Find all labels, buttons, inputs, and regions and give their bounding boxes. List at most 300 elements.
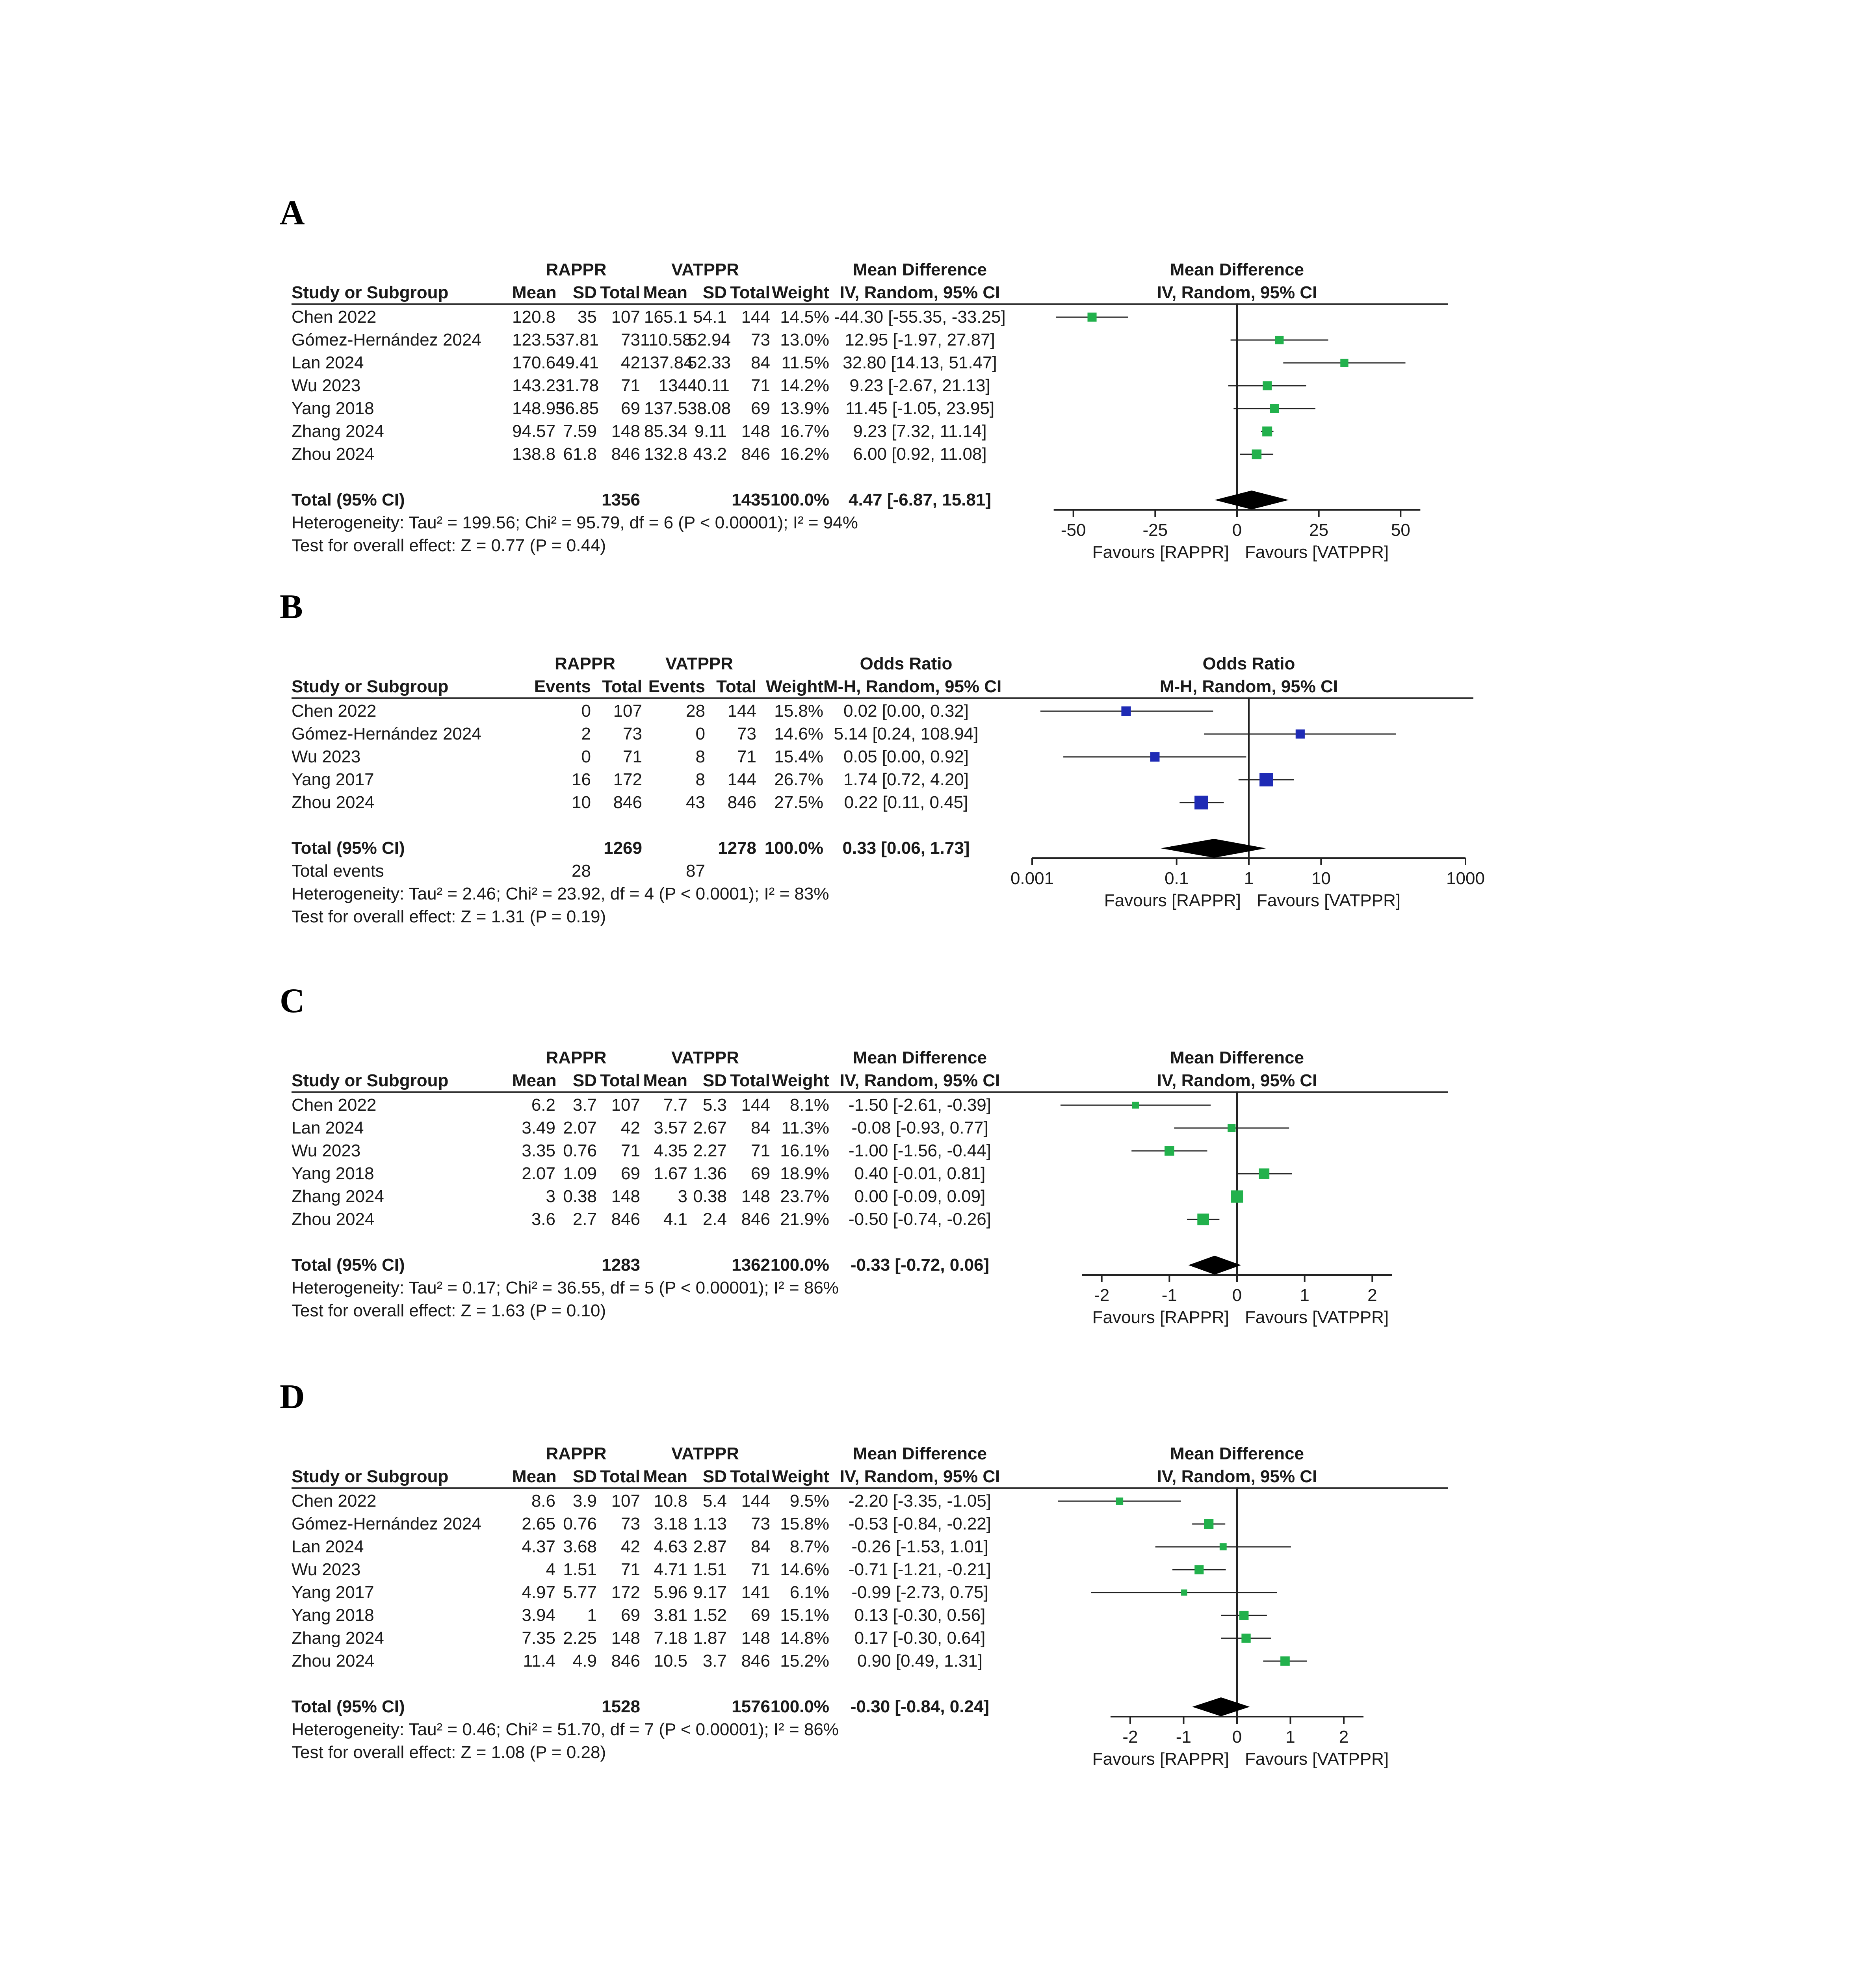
- col-header: Mean: [512, 1467, 557, 1486]
- group1-value: 148: [611, 1187, 640, 1206]
- study-name: Zhou 2024: [292, 793, 375, 812]
- study-name: Wu 2023: [292, 1141, 361, 1160]
- group1-value: 42: [621, 353, 640, 372]
- group1-value: 0.38: [563, 1187, 597, 1206]
- x-axis-tick-label: 0: [1232, 1286, 1242, 1305]
- study-point-estimate: [1231, 1190, 1243, 1202]
- plot-measure-header: Odds Ratio: [1202, 654, 1295, 673]
- group2-value: 10.8: [654, 1491, 687, 1511]
- study-ci: 0.13 [-0.30, 0.56]: [854, 1606, 986, 1625]
- group1-value: 107: [613, 701, 642, 721]
- group2-value: 2.87: [693, 1537, 727, 1556]
- study-weight: 21.9%: [780, 1210, 829, 1229]
- group2-value: 148: [741, 1628, 770, 1648]
- plot-method-header: IV, Random, 95% CI: [1157, 1071, 1317, 1090]
- heterogeneity-text: Heterogeneity: Tau² = 2.46; Chi² = 23.92, df = 4 (P < 0.0001); I² = 83%: [292, 884, 829, 903]
- study-ci: 5.14 [0.24, 108.94]: [834, 724, 979, 743]
- group1-header: RAPPR: [554, 654, 616, 673]
- group2-value: 0: [695, 724, 705, 743]
- group1-value: 148: [611, 422, 640, 441]
- group1-value: 3.35: [522, 1141, 555, 1160]
- total-weight: 100.0%: [770, 1255, 829, 1275]
- group1-value: 148.95: [512, 399, 565, 418]
- x-axis-tick-label: 1000: [1446, 869, 1485, 888]
- study-weight: 8.7%: [789, 1537, 829, 1556]
- study-point-estimate: [1252, 450, 1262, 459]
- study-ci: 0.17 [-0.30, 0.64]: [854, 1628, 986, 1648]
- study-ci: 9.23 [-2.67, 21.13]: [849, 376, 990, 395]
- heterogeneity-text: Heterogeneity: Tau² = 199.56; Chi² = 95.79, df = 6 (P < 0.00001); I² = 94%: [292, 513, 858, 532]
- study-name: Zhang 2024: [292, 422, 384, 441]
- group1-header: RAPPR: [546, 1048, 607, 1067]
- group1-value: 143.23: [512, 376, 565, 395]
- group1-value: 42: [621, 1537, 640, 1556]
- group1-value: 846: [613, 793, 642, 812]
- plot-method-header: M-H, Random, 95% CI: [1159, 677, 1338, 696]
- study-weight: 27.5%: [774, 793, 823, 812]
- study-point-estimate: [1204, 1519, 1213, 1529]
- study-point-estimate: [1275, 336, 1284, 344]
- total-events-group2: 87: [686, 861, 705, 881]
- study-ci: 11.45 [-1.05, 23.95]: [845, 399, 995, 418]
- col-header: Mean: [512, 283, 557, 302]
- study-name: Wu 2023: [292, 1560, 361, 1579]
- study-point-estimate: [1116, 1498, 1124, 1505]
- col-header: Mean: [643, 1467, 687, 1486]
- group2-value: 2.27: [693, 1141, 727, 1160]
- measure-header: Mean Difference: [853, 1444, 987, 1463]
- group1-value: 4: [546, 1560, 555, 1579]
- group2-value: 846: [741, 1210, 770, 1229]
- study-weight: 16.2%: [780, 444, 829, 464]
- study-weight: 6.1%: [789, 1583, 829, 1602]
- group1-value: 3.7: [572, 1095, 597, 1115]
- group2-value: 9.11: [694, 422, 727, 441]
- study-weight: 11.3%: [781, 1118, 829, 1137]
- total-label: Total (95% CI): [292, 1255, 405, 1275]
- total-n-group2: 1576: [732, 1697, 770, 1716]
- total-n-group2: 1362: [732, 1255, 770, 1275]
- group2-value: 84: [751, 1118, 770, 1137]
- group1-value: 2.07: [563, 1118, 597, 1137]
- study-ci: 0.05 [0.00, 0.92]: [843, 747, 969, 766]
- col-header: Total: [730, 283, 770, 302]
- study-ci: 0.02 [0.00, 0.32]: [843, 701, 969, 721]
- col-header-study: Study or Subgroup: [292, 1467, 449, 1486]
- study-ci: -0.99 [-2.73, 0.75]: [851, 1583, 988, 1602]
- group1-header: RAPPR: [546, 260, 607, 279]
- study-ci: 9.23 [7.32, 11.14]: [853, 422, 987, 441]
- group2-value: 134: [658, 376, 687, 395]
- group1-value: 31.78: [555, 376, 599, 395]
- study-weight: 14.6%: [780, 1560, 829, 1579]
- group1-value: 4.97: [522, 1583, 555, 1602]
- group2-value: 10.5: [654, 1651, 687, 1671]
- group1-value: 36.85: [555, 399, 599, 418]
- group2-value: 69: [751, 1164, 770, 1183]
- group2-value: 5.4: [702, 1491, 727, 1511]
- study-point-estimate: [1121, 706, 1131, 716]
- x-axis-tick-label: 0.1: [1165, 869, 1189, 888]
- group2-value: 71: [751, 1141, 770, 1160]
- group1-value: 11.4: [523, 1651, 555, 1671]
- total-n-group1: 1269: [604, 838, 642, 858]
- group2-value: 9.17: [693, 1583, 727, 1602]
- group1-value: 69: [621, 1606, 640, 1625]
- study-point-estimate: [1280, 1656, 1290, 1666]
- total-label: Total (95% CI): [292, 1697, 405, 1716]
- col-header: Total: [716, 677, 756, 696]
- group2-value: 38.08: [687, 399, 731, 418]
- group2-header: VATPPR: [665, 654, 733, 673]
- group1-value: 73: [623, 724, 642, 743]
- study-point-estimate: [1239, 1611, 1249, 1620]
- group2-value: 84: [751, 1537, 770, 1556]
- x-axis-tick-label: 0.001: [1010, 869, 1054, 888]
- col-header: SD: [702, 283, 727, 302]
- group1-value: 71: [621, 1560, 640, 1579]
- study-ci: 32.80 [14.13, 51.47]: [843, 353, 997, 372]
- study-ci: -0.71 [-1.21, -0.21]: [849, 1560, 991, 1579]
- total-n-group1: 1356: [602, 490, 640, 509]
- study-name: Gómez-Hernández 2024: [292, 330, 481, 349]
- group1-value: 94.57: [512, 422, 556, 441]
- group1-value: 4.9: [572, 1651, 597, 1671]
- study-ci: -44.30 [-55.35, -33.25]: [834, 307, 1006, 327]
- group2-value: 165.1: [644, 307, 687, 327]
- study-point-estimate: [1340, 359, 1348, 367]
- favours-right-label: Favours [VATPPR]: [1257, 891, 1401, 910]
- study-weight: 13.0%: [780, 330, 829, 349]
- forest-panel-d: [280, 1378, 1603, 1783]
- group2-value: 52.33: [687, 353, 731, 372]
- heterogeneity-text: Heterogeneity: Tau² = 0.46; Chi² = 51.70, df = 7 (P < 0.00001); I² = 86%: [292, 1720, 839, 1739]
- group1-value: 61.8: [563, 444, 597, 464]
- group1-value: 846: [611, 1210, 640, 1229]
- study-weight: 15.4%: [774, 747, 823, 766]
- x-axis-tick-label: 50: [1391, 520, 1410, 540]
- forest-panel-a: [280, 194, 1603, 599]
- group1-value: 123.53: [512, 330, 565, 349]
- group2-value: 54.1: [693, 307, 727, 327]
- group1-value: 107: [611, 1095, 640, 1115]
- total-weight: 100.0%: [770, 490, 829, 509]
- total-events-label: Total events: [292, 861, 384, 881]
- col-header: SD: [702, 1467, 727, 1486]
- x-axis-tick-label: 1: [1244, 869, 1254, 888]
- col-header-study: Study or Subgroup: [292, 677, 449, 696]
- col-header: Mean: [643, 1071, 687, 1090]
- study-ci: 0.90 [0.49, 1.31]: [857, 1651, 983, 1671]
- study-ci: 1.74 [0.72, 4.20]: [843, 770, 969, 789]
- group2-value: 69: [751, 1606, 770, 1625]
- col-header: SD: [702, 1071, 727, 1090]
- study-weight: 11.5%: [781, 353, 829, 372]
- study-weight: 26.7%: [774, 770, 823, 789]
- study-name: Lan 2024: [292, 1537, 364, 1556]
- forest-plot-area: [1034, 303, 1440, 577]
- study-weight: 14.2%: [780, 376, 829, 395]
- group1-value: 846: [611, 444, 640, 464]
- col-header: Weight: [772, 1071, 829, 1090]
- study-name: Zhou 2024: [292, 1651, 375, 1671]
- group1-value: 846: [611, 1651, 640, 1671]
- group1-value: 69: [621, 399, 640, 418]
- x-axis-tick-label: 25: [1309, 520, 1329, 540]
- group2-value: 141: [741, 1583, 770, 1602]
- study-weight: 15.8%: [774, 701, 823, 721]
- group2-value: 71: [751, 1560, 770, 1579]
- col-header: Events: [648, 677, 705, 696]
- group1-value: 3.68: [563, 1537, 597, 1556]
- group2-value: 5.3: [702, 1095, 727, 1115]
- overall-effect-text: Test for overall effect: Z = 0.77 (P = 0.44): [292, 536, 606, 555]
- group2-value: 3.81: [654, 1606, 687, 1625]
- x-axis-tick-label: -25: [1142, 520, 1168, 540]
- study-name: Lan 2024: [292, 353, 364, 372]
- plot-measure-header: Mean Difference: [1170, 260, 1304, 279]
- x-axis-tick-label: -50: [1061, 520, 1086, 540]
- study-weight: 15.8%: [780, 1514, 829, 1533]
- total-ci: -0.33 [-0.72, 0.06]: [850, 1255, 990, 1275]
- group1-value: 148: [611, 1628, 640, 1648]
- group2-value: 8: [695, 747, 705, 766]
- pooled-effect-diamond: [1188, 1256, 1241, 1275]
- group1-value: 107: [611, 1491, 640, 1511]
- group2-value: 1.67: [654, 1164, 687, 1183]
- group1-value: 170.64: [512, 353, 565, 372]
- study-point-estimate: [1263, 381, 1272, 390]
- group1-value: 0.76: [563, 1141, 597, 1160]
- group2-value: 28: [686, 701, 705, 721]
- study-point-estimate: [1262, 426, 1272, 436]
- group2-value: 846: [741, 444, 770, 464]
- study-point-estimate: [1197, 1214, 1209, 1225]
- group1-value: 138.8: [512, 444, 556, 464]
- study-point-estimate: [1194, 796, 1208, 810]
- x-axis-tick-label: 1: [1285, 1727, 1295, 1747]
- study-name: Chen 2022: [292, 1095, 377, 1115]
- study-point-estimate: [1181, 1589, 1187, 1595]
- group1-value: 35: [578, 307, 597, 327]
- group1-value: 10: [572, 793, 591, 812]
- group1-value: 172: [613, 770, 642, 789]
- study-name: Wu 2023: [292, 376, 361, 395]
- group1-value: 3.49: [522, 1118, 555, 1137]
- study-name: Lan 2024: [292, 1118, 364, 1137]
- favours-left-label: Favours [RAPPR]: [1092, 1308, 1229, 1327]
- study-ci: -1.00 [-1.56, -0.44]: [849, 1141, 991, 1160]
- study-name: Gómez-Hernández 2024: [292, 724, 481, 743]
- group2-value: 110.58: [640, 330, 692, 349]
- study-name: Yang 2017: [292, 770, 374, 789]
- group2-value: 69: [751, 399, 770, 418]
- favours-left-label: Favours [RAPPR]: [1104, 891, 1241, 910]
- study-weight: 13.9%: [780, 399, 829, 418]
- col-header: SD: [572, 1071, 597, 1090]
- group2-value: 144: [741, 1491, 770, 1511]
- study-ci: 12.95 [-1.97, 27.87]: [845, 330, 995, 349]
- x-axis-tick-label: 2: [1367, 1286, 1377, 1305]
- group2-value: 1.87: [693, 1628, 727, 1648]
- col-header: Weight: [772, 1467, 829, 1486]
- col-header: Total: [600, 1071, 640, 1090]
- group2-value: 1.36: [693, 1164, 727, 1183]
- group2-value: 73: [737, 724, 756, 743]
- group2-value: 148: [741, 422, 770, 441]
- col-header-study: Study or Subgroup: [292, 1071, 449, 1090]
- group2-value: 132.8: [644, 444, 687, 464]
- study-weight: 15.1%: [780, 1606, 829, 1625]
- col-header: Events: [534, 677, 591, 696]
- study-ci: -1.50 [-2.61, -0.39]: [849, 1095, 991, 1115]
- study-point-estimate: [1220, 1543, 1227, 1550]
- pooled-effect-diamond: [1192, 1697, 1250, 1716]
- group2-value: 148: [741, 1187, 770, 1206]
- panel-label: D: [280, 1378, 305, 1416]
- total-weight: 100.0%: [764, 838, 823, 858]
- panel-label: B: [280, 588, 303, 626]
- study-ci: 0.00 [-0.09, 0.09]: [854, 1187, 986, 1206]
- group2-value: 71: [737, 747, 756, 766]
- study-name: Yang 2018: [292, 399, 374, 418]
- panel-label: A: [280, 194, 305, 232]
- col-header: Total: [730, 1467, 770, 1486]
- group1-value: 16: [572, 770, 591, 789]
- group2-header: VATPPR: [671, 1048, 739, 1067]
- overall-effect-text: Test for overall effect: Z = 1.08 (P = 0.28): [292, 1743, 606, 1762]
- group1-value: 0.76: [563, 1514, 597, 1533]
- col-header-ci: IV, Random, 95% CI: [840, 1071, 1000, 1090]
- total-ci: 0.33 [0.06, 1.73]: [842, 838, 970, 858]
- forest-panel-b: [280, 588, 1603, 993]
- study-weight: 23.7%: [780, 1187, 829, 1206]
- favours-left-label: Favours [RAPPR]: [1092, 543, 1229, 562]
- measure-header: Odds Ratio: [860, 654, 953, 673]
- study-name: Wu 2023: [292, 747, 361, 766]
- group1-value: 69: [621, 1164, 640, 1183]
- study-point-estimate: [1259, 773, 1273, 786]
- total-ci: -0.30 [-0.84, 0.24]: [850, 1697, 990, 1716]
- study-point-estimate: [1270, 404, 1279, 413]
- group2-value: 85.34: [644, 422, 687, 441]
- total-ci: 4.47 [-6.87, 15.81]: [848, 490, 991, 509]
- group1-value: 2.65: [522, 1514, 555, 1533]
- group1-value: 172: [611, 1583, 640, 1602]
- total-label: Total (95% CI): [292, 490, 405, 509]
- study-ci: -0.53 [-0.84, -0.22]: [849, 1514, 991, 1533]
- group2-value: 84: [751, 353, 770, 372]
- x-axis-tick-label: -2: [1094, 1286, 1110, 1305]
- study-weight: 14.8%: [780, 1628, 829, 1648]
- x-axis-tick-label: 10: [1311, 869, 1331, 888]
- heterogeneity-text: Heterogeneity: Tau² = 0.17; Chi² = 36.55, df = 5 (P < 0.00001); I² = 86%: [292, 1278, 839, 1297]
- group1-value: 6.2: [531, 1095, 555, 1115]
- study-point-estimate: [1165, 1146, 1174, 1156]
- forest-plot-area: [1034, 1487, 1440, 1784]
- study-weight: 14.6%: [774, 724, 823, 743]
- group2-value: 8: [695, 770, 705, 789]
- group2-value: 137.5: [644, 399, 687, 418]
- measure-header: Mean Difference: [853, 260, 987, 279]
- study-weight: 14.5%: [780, 307, 829, 327]
- study-name: Zhang 2024: [292, 1187, 384, 1206]
- study-point-estimate: [1150, 752, 1160, 762]
- x-axis-tick-label: 1: [1300, 1286, 1309, 1305]
- pooled-effect-diamond: [1215, 491, 1289, 509]
- study-name: Yang 2018: [292, 1164, 374, 1183]
- group2-value: 73: [751, 1514, 770, 1533]
- x-axis-tick-label: 0: [1232, 1727, 1242, 1747]
- group2-value: 71: [751, 376, 770, 395]
- group2-value: 2.4: [702, 1210, 727, 1229]
- group2-value: 144: [741, 1095, 770, 1115]
- x-axis-tick-label: -1: [1176, 1727, 1192, 1747]
- group1-value: 1.09: [563, 1164, 597, 1183]
- study-weight: 9.5%: [789, 1491, 829, 1511]
- group2-value: 4.63: [654, 1537, 687, 1556]
- study-point-estimate: [1259, 1168, 1269, 1179]
- group1-header: RAPPR: [546, 1444, 607, 1463]
- study-point-estimate: [1194, 1565, 1204, 1574]
- group2-value: 0.38: [693, 1187, 727, 1206]
- col-header-ci: IV, Random, 95% CI: [840, 1467, 1000, 1486]
- col-header: Mean: [512, 1071, 557, 1090]
- study-point-estimate: [1228, 1124, 1235, 1132]
- group1-value: 37.81: [555, 330, 599, 349]
- group2-value: 144: [741, 307, 770, 327]
- study-ci: 6.00 [0.92, 11.08]: [853, 444, 987, 464]
- group1-value: 3: [546, 1187, 555, 1206]
- overall-effect-text: Test for overall effect: Z = 1.31 (P = 0.19): [292, 907, 606, 926]
- study-ci: -0.50 [-0.74, -0.26]: [849, 1210, 991, 1229]
- forest-plot-area: [1010, 697, 1485, 925]
- study-point-estimate: [1132, 1102, 1139, 1108]
- overall-effect-text: Test for overall effect: Z = 1.63 (P = 0.10): [292, 1301, 606, 1320]
- x-axis-tick-label: 0: [1232, 520, 1242, 540]
- favours-right-label: Favours [VATPPR]: [1245, 1749, 1389, 1769]
- group1-value: 71: [621, 1141, 640, 1160]
- group2-value: 1.52: [693, 1606, 727, 1625]
- study-ci: 0.22 [0.11, 0.45]: [844, 793, 968, 812]
- group2-value: 144: [727, 701, 756, 721]
- total-n-group2: 1435: [732, 490, 770, 509]
- group2-value: 3.7: [702, 1651, 727, 1671]
- col-header: Total: [600, 283, 640, 302]
- study-weight: 16.1%: [780, 1141, 829, 1160]
- study-ci: 0.40 [-0.01, 0.81]: [854, 1164, 986, 1183]
- group1-value: 71: [621, 376, 640, 395]
- group1-value: 107: [611, 307, 640, 327]
- group1-value: 2: [581, 724, 591, 743]
- group1-value: 3.6: [531, 1210, 555, 1229]
- group2-header: VATPPR: [671, 1444, 739, 1463]
- col-header: Weight: [766, 677, 823, 696]
- total-n-group1: 1528: [602, 1697, 640, 1716]
- group2-value: 4.35: [654, 1141, 687, 1160]
- study-ci: -0.08 [-0.93, 0.77]: [851, 1118, 988, 1137]
- col-header-study: Study or Subgroup: [292, 283, 449, 302]
- group2-value: 7.18: [654, 1628, 687, 1648]
- col-header: Total: [730, 1071, 770, 1090]
- group2-value: 43: [686, 793, 705, 812]
- total-events-group1: 28: [572, 861, 591, 881]
- group2-value: 40.11: [687, 376, 730, 395]
- study-name: Chen 2022: [292, 1491, 377, 1511]
- group1-value: 7.59: [563, 422, 597, 441]
- group2-value: 846: [741, 1651, 770, 1671]
- col-header-ci: M-H, Random, 95% CI: [823, 677, 1002, 696]
